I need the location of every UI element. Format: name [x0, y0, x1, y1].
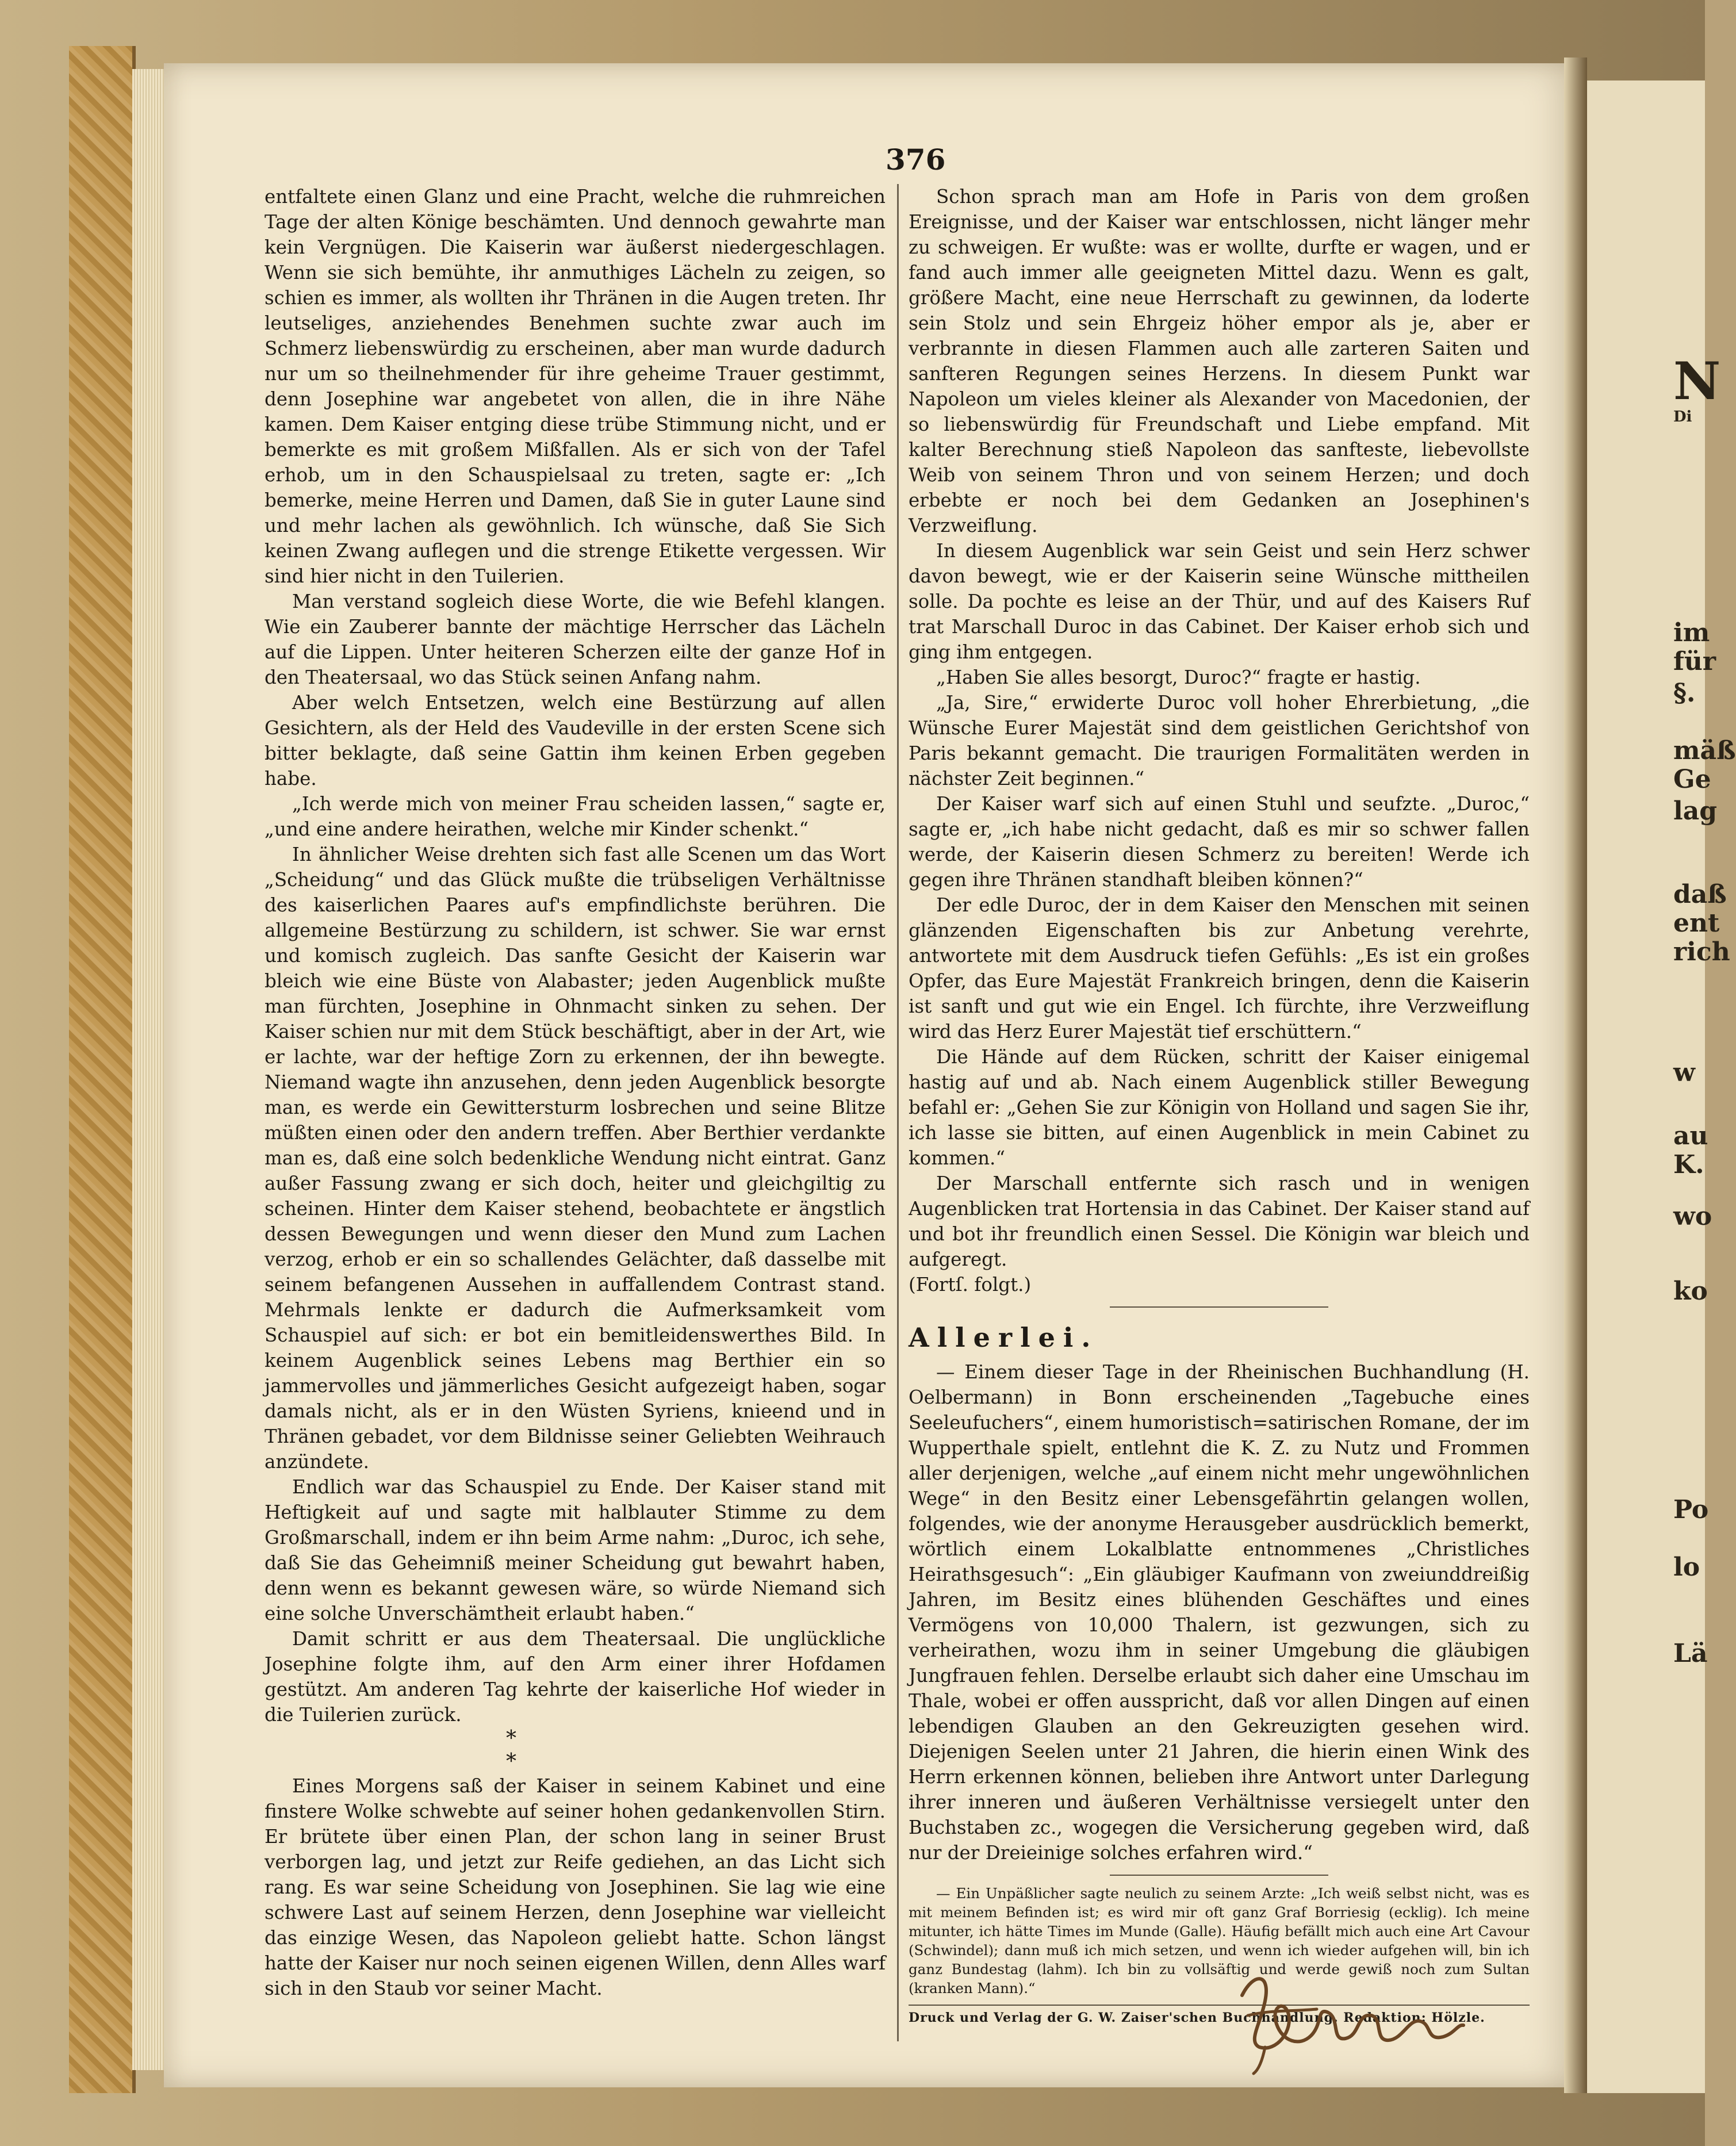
adjacent-page [1587, 81, 1736, 2093]
adjacent-fragment: für [1673, 647, 1716, 676]
handwritten-signature [1231, 1961, 1472, 2076]
adjacent-fragment: au [1673, 1121, 1708, 1151]
adjacent-fragment: im [1673, 618, 1710, 647]
article-paragraph: Der edle Duroc, der in dem Kaiser den Menschen mit seinen glänzenden Eigenschaften bis zur Anbetung verehrte, antwortete mit dem Ausdruck tiefen Gefühls: „Es ist ein großes Opfer, das Eure Majestät Frankreich bringen, denn die Kaiserin ist sanft und gut wie ein Engel. Ich fürchte, ihre Verzweiflung wird das Herz Eurer Majestät tief erschüttern.“ [909, 894, 1530, 1043]
right-column [909, 184, 1530, 2026]
section-separator: * * [506, 1727, 758, 1773]
adjacent-fragment: lo [1673, 1553, 1700, 1582]
adjacent-fragment: mäß [1673, 736, 1736, 765]
article-paragraph: Die Hände auf dem Rücken, schritt der Kaiser einigemal hastig auf und ab. Nach einem Augenblick stiller Bewegung befahl er: „Gehen Sie zur Königin von Holland und sagen Sie ihr, ich lasse sie bitten, auf einen Augenblick in mein Cabinet zu kommen.“ [909, 1046, 1530, 1169]
article-paragraph: „Ja, Sire,“ erwiderte Duroc voll hoher Ehrerbietung, „die Wünsche Eurer Majestät sind dem geistlichen Gerichtshof von Paris bekannt gemacht. Die traurigen Formalitäten werden in nächster Zeit beginnen.“ [909, 692, 1530, 790]
signature-drawing [1231, 1961, 1472, 2076]
section-rule [1110, 1875, 1328, 1876]
article-paragraph: Schon sprach man am Hofe in Paris von dem großen Ereignisse, und der Kaiser war entschlossen, nicht länger mehr zu schweigen. Er wußte: was er wollte, durfte er wagen, und er fand auch immer alle geeigneten Mittel dazu. Wenn es galt, größere Macht, eine neue Herrschaft zu gewinnen, da loderte sein Stolz und sein Ehrgeiz höher empor als je, aber er verbrannte in diesen Flammen auch alle zarteren Saiten und sanfteren Regungen seines Herzens. In diesem Punkt war Napoleon um vieles kleiner als Alexander von Macedonien, der so liebenswürdig für Freundschaft und Liebe empfand. Mit kalter Berechnung stieß Napoleon das sanfteste, liebevollste Weib von seinem Thron und von seinem Herzen; und doch erbebte er noch bei dem Gedanken an Josephinen's Verzweiflung. [909, 186, 1530, 536]
left-column [265, 184, 886, 2001]
adjacent-fragment: Lä [1673, 1639, 1708, 1668]
article-paragraph: In diesem Augenblick war sein Geist und sein Herz schwer davon bewegt, wie er der Kaiserin seine Wünsche mittheilen solle. Da pochte es leise an der Thür, und auf des Kaisers Ruf trat Marschall Duroc in das Cabinet. Der Kaiser erhob sich und ging ihm entgegen. [909, 540, 1530, 663]
adjacent-fragment: K. [1673, 1150, 1704, 1179]
article-paragraph: Damit schritt er aus dem Theatersaal. Die unglückliche Josephine folgte ihm, auf den Arm einer ihrer Hofdamen gestützt. Am anderen Tag kehrte der kaiserliche Hof wieder in die Tuilerien zurück. [265, 1628, 886, 1726]
article-paragraph: „Haben Sie alles besorgt, Duroc?“ fragte er hastig. [936, 666, 1421, 688]
adjacent-fragment: Ge [1673, 765, 1711, 794]
adjacent-fragment: lag [1673, 796, 1717, 826]
anecdote-text: — Ein Unpäßlicher sagte neulich zu seinem Arzte: „Ich weiß selbst nicht, was es mit meinem Befinden ist; es wird mir oft ganz Graf Borriesig (ecklig). Ich meine mitunter, ich hätte Times im Munde (Galle). Häufig befällt mich auch eine Art Cavour (Schwindel); dann muß ich mich setzen, und wenn ich wieder aufgehen will, bin ich ganz Bundestag (lahm). Ich bin zu vollsäftig und werde gewiß noch zum Sultan (kranken Mann).“ [909, 1885, 1530, 1996]
article-paragraph: Endlich war das Schauspiel zu Ende. Der Kaiser stand mit Heftigkeit auf und sagte mit halblauter Stimme zu dem Großmarschall, indem er ihn beim Arme nahm: „Duroc, ich sehe, daß Sie das Geheimniß meiner Scheidung gut bewahrt haben, denn wenn es bekannt gewesen wäre, so würde Niemand sich eine solche Unverschämtheit erlaubt haben.“ [265, 1476, 886, 1624]
article-paragraph: In ähnlicher Weise drehten sich fast alle Scenen um das Wort „Scheidung“ und das Glück mußte die trübseligen Verhältnisse des kaiserlichen Paares auf's empfindlichste berühren. Die allgemeine Bestürzung zu schildern, ist schwer. Sie war ernst und komisch zugleich. Das sanfte Gesicht der Kaiserin war bleich wie eine Büste von Alabaster; jeden Augenblick mußte man fürchten, Josephine in Ohnmacht sinken zu sehen. Der Kaiser schien nur mit dem Stück beschäftigt, aber in der Art, wie er lachte, war der heftige Zorn zu erkennen, der ihn bewegte. Niemand wagte ihn anzusehen, denn jeden Augenblick besorgte man, es werde ein Gewittersturm losbrechen und seine Blitze müßten einen oder den andern treffen. Aber Berthier verdankte man es, daß eine solch bedenkliche Wendung nicht eintrat. Ganz außer Fassung zwang er sich doch, heiter und gleichgiltig zu scheinen. Hinter dem Kaiser stehend, beobachtete er ängstlich dessen Bewegungen und wenn dieser den Mund zum Lachen verzog, erhob er ein so schallendes Gelächter, daß dasselbe mit seinem befangenen Aussehen in auffallendem Contrast stand. Mehrmals lenkte er dadurch die Aufmerksamkeit vom Schauspiel auf sich: er bot ein bemitleidenswerthes Bild. In keinem Augenblick seines Lebens mag Berthier ein so jammervolles und jämmerliches Gesicht aufgezeigt haben, sogar damals nicht, als er in den Wüsten Syriens, knieend und in Thränen gebadet, vor dem Bildnisse seiner Geliebten Weihrauch anzündete. [265, 844, 886, 1473]
imprint-line: Druck und Verlag der G. W. Zaiser'schen Buchhandlung. Redaktion: Hölzle. [909, 2010, 1485, 2025]
page-number: 376 [886, 143, 946, 177]
section-rule [1110, 1306, 1328, 1308]
article-paragraph: Der Kaiser warf sich auf einen Stuhl und seufzte. „Duroc,“ sagte er, „ich habe nicht gedacht, daß es mir so schwer fallen werde, der Kaiserin diesen Schmerz zu bereiten! Werde ich gegen ihre Thränen standhaft bleiben können?“ [909, 793, 1530, 891]
adjacent-fragment: §. [1673, 679, 1696, 708]
page-stack-edges [132, 69, 164, 2070]
article-paragraph: Der Marschall entfernte sich rasch und in wenigen Augenblicken trat Hortensia in das Cabinet. Der Kaiser stand auf und bot ihr freundlich einen Sessel. Die Königin war bleich und aufgeregt. [909, 1172, 1530, 1270]
adjacent-fragment: N [1673, 351, 1721, 412]
article-paragraph: Aber welch Entsetzen, welch eine Bestürzung auf allen Gesichtern, als der Held des Vaudeville in der ersten Scene sich bitter beklagte, daß seine Gattin ihm keinen Erben gegeben habe. [265, 692, 886, 790]
column-divider [897, 184, 899, 2041]
adjacent-fragment: wo [1673, 1202, 1712, 1231]
adjacent-fragment: Po [1673, 1495, 1709, 1524]
adjacent-fragment: daß [1673, 880, 1727, 909]
article-paragraph: Eines Morgens saß der Kaiser in seinem Kabinet und eine finstere Wolke schwebte auf seiner hohen gedankenvollen Stirn. Er brütete über einen Plan, der schon lang in seiner Brust verborgen lag, und jetzt zur Reife gediehen, an das Licht sich rang. Es war seine Scheidung von Josephinen. Sie lag wie eine schwere Last auf seinem Herzen, denn Josephine war vielleicht das einzige Wesen, das Napoleon geliebt hatte. Schon längst hatte der Kaiser nur noch seinen eigenen Willen, denn Alles warf sich in den Staub vor seiner Macht. [265, 1775, 886, 1999]
adjacent-fragment: w [1673, 1058, 1695, 1087]
adjacent-fragment: rich [1673, 937, 1730, 967]
adjacent-fragment: ko [1673, 1277, 1708, 1306]
continuation-note: (Fortſ. folgt.) [909, 1274, 1032, 1296]
article-paragraph: entfaltete einen Glanz und eine Pracht, welche die ruhmreichen Tage der alten Könige beschämten. Und dennoch gewahrte man kein Vergnügen. Die Kaiserin war äußerst niedergeschlagen. Wenn sie sich bemühte, ihr anmuthiges Lächeln zu zeigen, so schien es immer, als wollten ihr Thränen in die Augen treten. Ihr leutseliges, anziehendes Benehmen suchte zwar auch im Schmerz liebenswürdig zu erscheinen, aber man wurde dadurch nur um so theilnehmender für ihre geheime Trauer gestimmt, denn Josephine war angebetet von allen, die in ihre Nähe kamen. Dem Kaiser entging diese trübe Stimmung nicht, und er bemerkte es mit großem Mißfallen. Als er sich von der Tafel erhob, um in den Schauspielsaal zu treten, sagte er: „Ich bemerke, meine Herren und Damen, daß Sie in guter Laune sind und mehr lachen als gewöhnlich. Ich wünsche, daß Sie Sich keinen Zwang auflegen und die strenge Etikette vergessen. Wir sind hier nicht in den Tuilerien. [265, 186, 886, 587]
adjacent-fragment: Di [1673, 408, 1692, 426]
miscellany-heading: Allerlei. [909, 1322, 1099, 1353]
book-cover-edge [69, 46, 136, 2093]
miscellany-text: — Einem dieser Tage in der Rheinischen Buchhandlung (H. Oelbermann) in Bonn erscheinenden „Tagebuche eines Seeleufuchers“, einem humoristisch=satirischen Romane, der im Wupperthale spielt, entlehnt die K. Z. zu Nutz und Frommen aller derjenigen, welche „auf einem nicht mehr ungewöhnlichen Wege“ in den Besitz einer Lebensgefährtin gelangen wollen, folgendes, wie der anonyme Herausgeber ausdrücklich bemerkt, wörtlich einem Lokalblatte entnommenes „Christliches Heirathsgesuch“: „Ein gläubiger Kaufmann von zweiunddreißig Jahren, im Besitz eines blühenden Geschäftes und eines Vermögens von 10,000 Thalern, ist gezwungen, sich zu verheirathen, wozu ihm in seiner Umgebung die gläubigen Jungfrauen fehlen. Derselbe erlaubt sich daher eine Umschau im Thale, wobei er offen ausspricht, daß vor allen Dingen auf einen lebendigen Glauben an den Gekreuzigten gesehen wird. Diejenigen Seelen unter 21 Jahren, die hierin einen Wink des Herrn erkennen können, belieben ihre Antwort unter Darlegung ihrer inneren und äußeren Verhältnisse versiegelt unter den Buchstaben zc., wogegen die Versicherung gegeben wird, daß nur der Dreieinige solches erfahren wird.“ [909, 1361, 1530, 1864]
article-paragraph: „Ich werde mich von meiner Frau scheiden lassen,“ sagte er, „und eine andere heirathen, welche mir Kinder schenkt.“ [265, 793, 886, 840]
book-gutter [1564, 58, 1587, 2093]
adjacent-fragment: ent [1673, 909, 1720, 938]
article-paragraph: Man verstand sogleich diese Worte, die wie Befehl klangen. Wie ein Zauberer bannte der mächtige Herrscher das Lächeln auf die Lippen. Unter heiteren Scherzen eilte der ganze Hof in den Theatersaal, wo das Stück seinen Anfang nahm. [265, 591, 886, 688]
